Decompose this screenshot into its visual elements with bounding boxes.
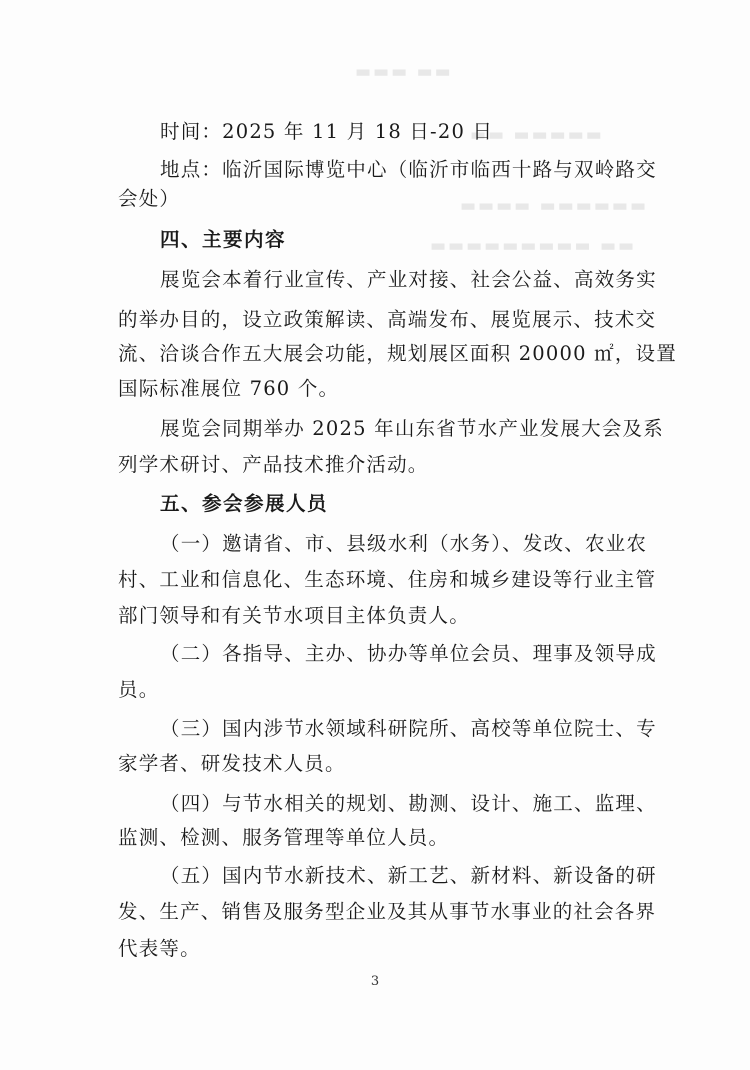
list-item-line: （四）与节水相关的规划、勘测、设计、施工、监理、 <box>160 792 657 815</box>
section-heading-participants: 五、参会参展人员 <box>160 492 329 515</box>
list-item-line: 村、工业和信息化、生态环境、住房和城乡建设等行业主管 <box>118 568 657 591</box>
paragraph-line: 国际标准展位 760 个。 <box>118 377 340 400</box>
list-item-line: 监测、检测、服务管理等单位人员。 <box>118 826 450 849</box>
paragraph-line: 的举办目的，设立政策解读、高端发布、展览展示、技术交 <box>118 308 657 331</box>
bleed-through-shadow: ▬▬▬ ▬▬ <box>355 62 453 82</box>
section-heading-main-content: 四、主要内容 <box>160 228 287 251</box>
paragraph-line: 流、洽谈合作五大展会功能，规划展区面积 20000 ㎡，设置 <box>118 342 677 365</box>
list-item-line: （五）国内节水新技术、新工艺、新材料、新设备的研 <box>160 864 657 887</box>
list-item-line: （三）国内涉节水领域科研院所、高校等单位院士、专 <box>160 717 657 740</box>
list-item-line: 员。 <box>118 678 160 701</box>
list-item-line: 家学者、研发技术人员。 <box>118 752 346 775</box>
paragraph-line: 列学术研讨、产品技术推介活动。 <box>118 453 429 476</box>
event-location-cont: 会处） <box>118 187 181 210</box>
list-item-line: 发、生产、销售及服务型企业及其从事节水事业的社会各界 <box>118 900 657 923</box>
paragraph-line: 展览会本着行业宣传、产业对接、社会公益、高效务实 <box>160 268 657 291</box>
page-number: 3 <box>370 974 380 989</box>
list-item-line: （一）邀请省、市、县级水利（水务）、发改、农业农 <box>160 532 648 555</box>
list-item-line: 代表等。 <box>118 937 201 960</box>
list-item-line: 部门领导和有关节水项目主体负责人。 <box>118 604 470 627</box>
paragraph-line: 展览会同期举办 2025 年山东省节水产业发展大会及系 <box>160 417 664 440</box>
bleed-through-shadow: ▬▬ ▬▬▬▬▬ <box>470 125 604 145</box>
bleed-through-shadow: ▬▬▬▬▬▬▬▬▬ ▬▬ <box>430 236 637 256</box>
list-item-line: （二）各指导、主办、协办等单位会员、理事及领导成 <box>160 642 657 665</box>
bleed-through-shadow: ▬▬▬▬ ▬▬▬▬▬▬ <box>460 196 649 216</box>
event-location: 地点：临沂国际博览中心（临沂市临西十路与双岭路交 <box>160 158 657 181</box>
event-time: 时间：2025 年 11 月 18 日-20 日 <box>160 120 494 143</box>
